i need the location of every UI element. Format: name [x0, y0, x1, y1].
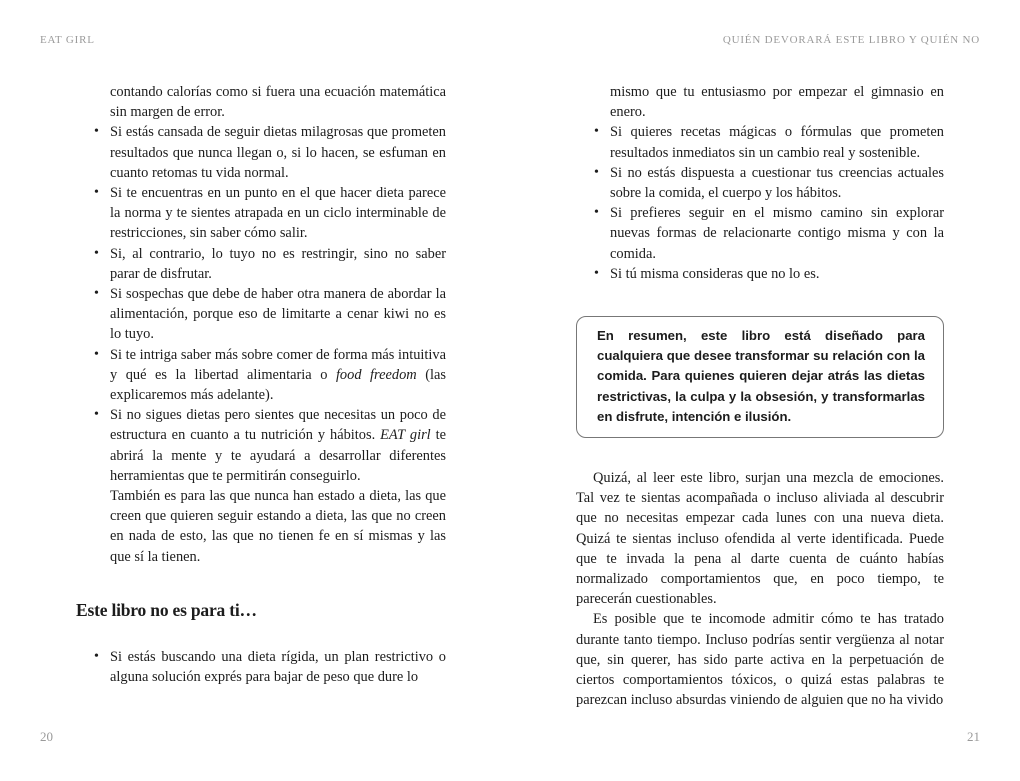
list-item: [76, 345, 446, 406]
list-item-text: Si, al contrario, lo tuyo no es restringir, sino no saber parar de disfrutar.: [110, 245, 446, 282]
bullet-icon: •: [94, 286, 99, 302]
list-item-text-before: Si no sigues dietas pero sientes que necesitas un poco de estructura en cuanto a tu nutrición y hábitos.: [110, 407, 446, 444]
list-item: [76, 183, 446, 244]
continued-list-item: contando calorías como si fuera una ecuación matemática sin margen de error.: [110, 84, 446, 121]
section-heading: Este libro no es para ti…: [76, 599, 257, 620]
bullet-list: [76, 647, 446, 687]
list-item: [76, 122, 446, 183]
list-item: [76, 284, 446, 345]
list-item-text-after: (las explicaremos más adelante).: [110, 366, 446, 404]
bullet-icon: •: [594, 265, 599, 281]
list-item: [76, 244, 446, 284]
continued-list-item: mismo que tu entusiasmo por empezar el gimnasio en enero.: [610, 84, 944, 121]
list-item: [576, 163, 944, 203]
list-item-italic-term: EAT girl: [380, 427, 431, 444]
bullet-icon: •: [94, 245, 99, 261]
list-item: [576, 122, 944, 162]
right-page: [576, 82, 944, 710]
bullet-icon: •: [94, 346, 99, 362]
list-item-text: Si sospechas que debe de haber otra manera de abordar la alimentación, porque eso de limitarte a cenar kiwi no es lo tuyo.: [110, 286, 446, 343]
list-item-text-before: Si te intriga saber más sobre comer de forma más intuitiva y qué es la libertad alimentaria o: [110, 346, 446, 383]
list-item-text: Si estás cansada de seguir dietas milagrosas que prometen resultados que nunca llegan o, si lo hacen, se esfuman en cuanto retomas tu vida normal.: [110, 124, 446, 181]
bullet-icon: •: [94, 407, 99, 423]
bullet-icon: •: [94, 185, 99, 201]
list-item-text: Si estás buscando una dieta rígida, un plan restrictivo o alguna solución exprés para bajar de peso que dure lo: [110, 649, 446, 686]
page-number-left: 20: [40, 729, 53, 744]
list-item-text: Si tú misma consideras que no lo es.: [610, 265, 820, 282]
list-item-text-after: te abrirá la mente y te ayudará a desarrollar diferentes herramientas que te permitirán conseguirlo.: [110, 427, 447, 484]
bullet-icon: •: [594, 124, 599, 140]
list-item-text: Si quieres recetas mágicas o fórmulas que prometen resultados inmediatos sin un cambio real y sostenible.: [610, 124, 944, 161]
list-item: [76, 647, 446, 687]
list-item-text: Si prefieres seguir en el mismo camino sin explorar nuevas formas de relacionarte contigo misma y con la comida.: [610, 205, 944, 262]
bullet-list: [76, 122, 446, 486]
bullet-list: [576, 122, 944, 284]
list-item: [76, 405, 446, 486]
bullet-icon: •: [594, 205, 599, 221]
running-head-book-title: EAT GIRL: [40, 34, 95, 46]
body-paragraph: Es posible que te incomode admitir cómo te has tratado durante tanto tiempo. Incluso podrías sentir vergüenza al notar que, sin querer, has sido parte activa en la perpetuación de ciertos comportamientos tóxicos, o quizá estas palabras te parezcan incluso absurdas viniendo de alguien que no ha vivido: [576, 611, 944, 709]
list-item: [576, 264, 944, 284]
body-paragraph: Quizá, al leer este libro, surjan una mezcla de emociones. Tal vez te sientas acompañada o incluso aliviada al descubrir que no necesitas empezar cada lunes con una nueva dieta. Quizá te sientas incluso ofendida al verte identificada. Puede que te invada la pena al darte cuenta de cuánto habías normalizado comportamientos que, en poco tiempo, te parecerán cuestionables.: [576, 470, 944, 608]
bullet-icon: •: [94, 124, 99, 140]
bullet-icon: •: [94, 649, 99, 665]
list-item-text: Si no estás dispuesta a cuestionar tus creencias actuales sobre la comida, el cuerpo y los hábitos.: [610, 164, 944, 202]
list-item: [576, 203, 944, 264]
bullet-icon: •: [594, 164, 599, 180]
running-head-chapter-title: QUIÉN DEVORARÁ ESTE LIBRO Y QUIÉN NO: [722, 34, 980, 46]
summary-callout-box: En resumen, este libro está diseñado para cualquiera que desee transformar su relación con la comida. Para quienes quieren dejar atrás las dietas restrictivas, la culpa y la obsesión, y transformarlas en disfrute, intención e ilusión.: [576, 316, 944, 438]
closing-note: También es para las que nunca han estado a dieta, las que creen que quieren seguir estando a dieta, las que no creen en nada de esto, las que no tienen fe en sí mismas y las que sí la tienen.: [110, 488, 446, 565]
list-item-italic-term: food freedom: [335, 366, 417, 383]
left-page: [76, 82, 446, 687]
page-number-right: 21: [967, 729, 980, 744]
list-item-text: Si te encuentras en un punto en el que hacer dieta parece la norma y te sientes atrapada en un ciclo interminable de restricciones, sin saber cómo salir.: [110, 185, 446, 242]
